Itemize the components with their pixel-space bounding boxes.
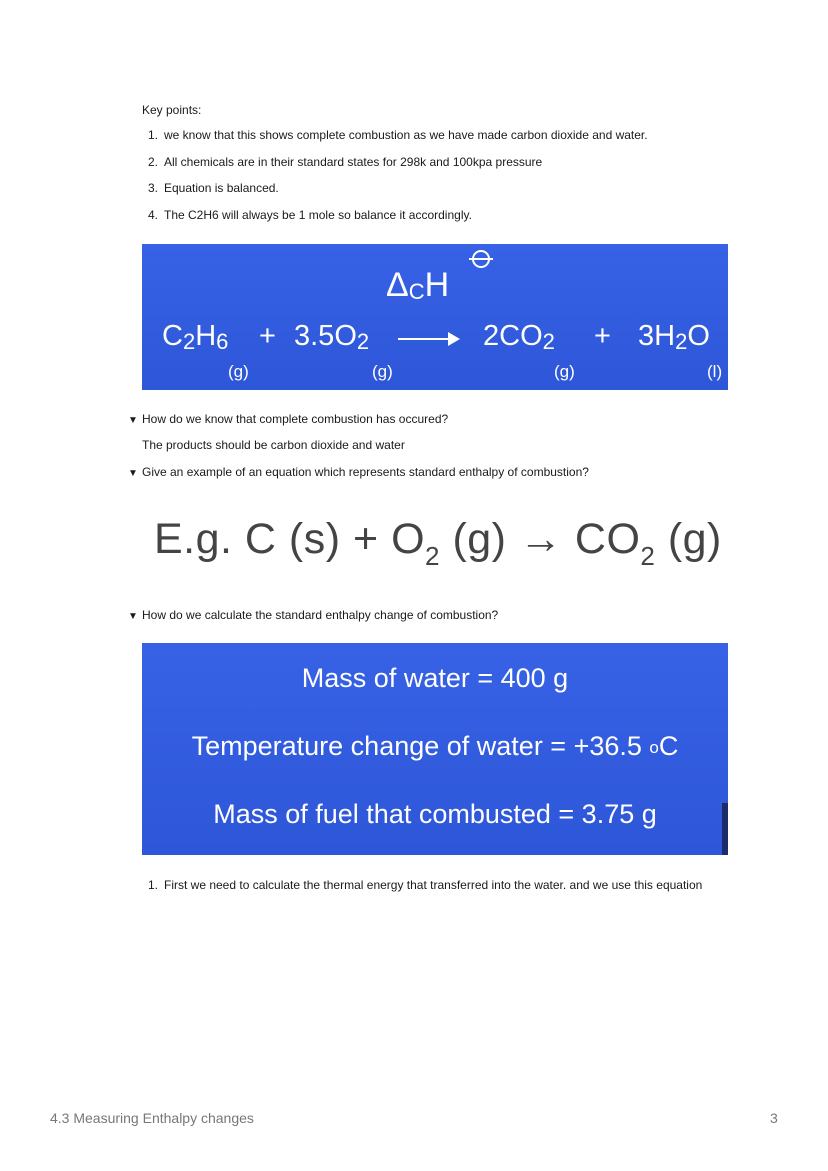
state-label: (g): [372, 362, 393, 381]
page-number: 3: [770, 1110, 778, 1126]
list-item: 3. Equation is balanced.: [148, 181, 279, 195]
state-label: (g): [554, 362, 575, 381]
list-item: 1. First we need to calculate the thermal energy that transferred into the water. and we use this equation: [148, 878, 703, 892]
reactant-ethane: $C_2H_6$: [162, 320, 229, 354]
toggle-example-equation[interactable]: ▼ Give an example of an equation which represents standard enthalpy of combustion?: [128, 465, 589, 479]
triangle-down-icon: ▼: [128, 468, 138, 479]
list-item: 1. we know that this shows complete combustion as we have made carbon dioxide and water.: [148, 128, 648, 142]
reaction-arrow-icon: [398, 338, 458, 340]
triangle-down-icon: ▼: [128, 415, 138, 426]
steps-list: [148, 876, 708, 895]
state-label: (l): [707, 362, 723, 381]
triangle-down-icon: ▼: [128, 611, 138, 622]
key-points-title: Key points:: [142, 103, 202, 117]
example-equation: E.g. C $(s) + O_2$ $(g) \to CO_2$ (g): [154, 515, 722, 571]
data-slide: [142, 643, 728, 855]
mass-of-water: Mass of water = 400 g: [301, 663, 569, 693]
state-label: (g): [228, 362, 249, 381]
combustion-equation-slide: [142, 244, 728, 390]
footer-title: 4.3 Measuring Enthalpy changes: [50, 1110, 254, 1126]
key-points-list: [148, 122, 648, 228]
reactant-oxygen: $3.5O_2$: [294, 320, 370, 354]
enthalpy-symbol: $\Delta_CH$: [386, 266, 450, 304]
mass-of-fuel: Mass of fuel that combusted = 3.75 g: [213, 799, 657, 829]
product-co2: $2CO_2$: [483, 320, 555, 354]
standard-state-icon: [472, 250, 490, 268]
toggle-answer: The products should be carbon dioxide and water: [142, 438, 405, 452]
product-water: $3H_2O$: [638, 320, 710, 354]
temperature-change: Temperature change of water = +36.5 $^o$C: [191, 731, 679, 761]
toggle-calculate-enthalpy[interactable]: ▼ How do we calculate the standard enthalpy change of combustion?: [128, 608, 499, 622]
toggle-complete-combustion[interactable]: ▼ How do we know that complete combustion has occured?: [128, 412, 449, 426]
list-item: 4. The C2H6 will always be 1 mole so balance it accordingly.: [148, 207, 472, 222]
list-item: 2. All chemicals are in their standard states for 298k and 100kpa pressure: [148, 154, 543, 169]
plus-sign: +: [259, 320, 276, 352]
plus-sign: +: [594, 320, 611, 352]
